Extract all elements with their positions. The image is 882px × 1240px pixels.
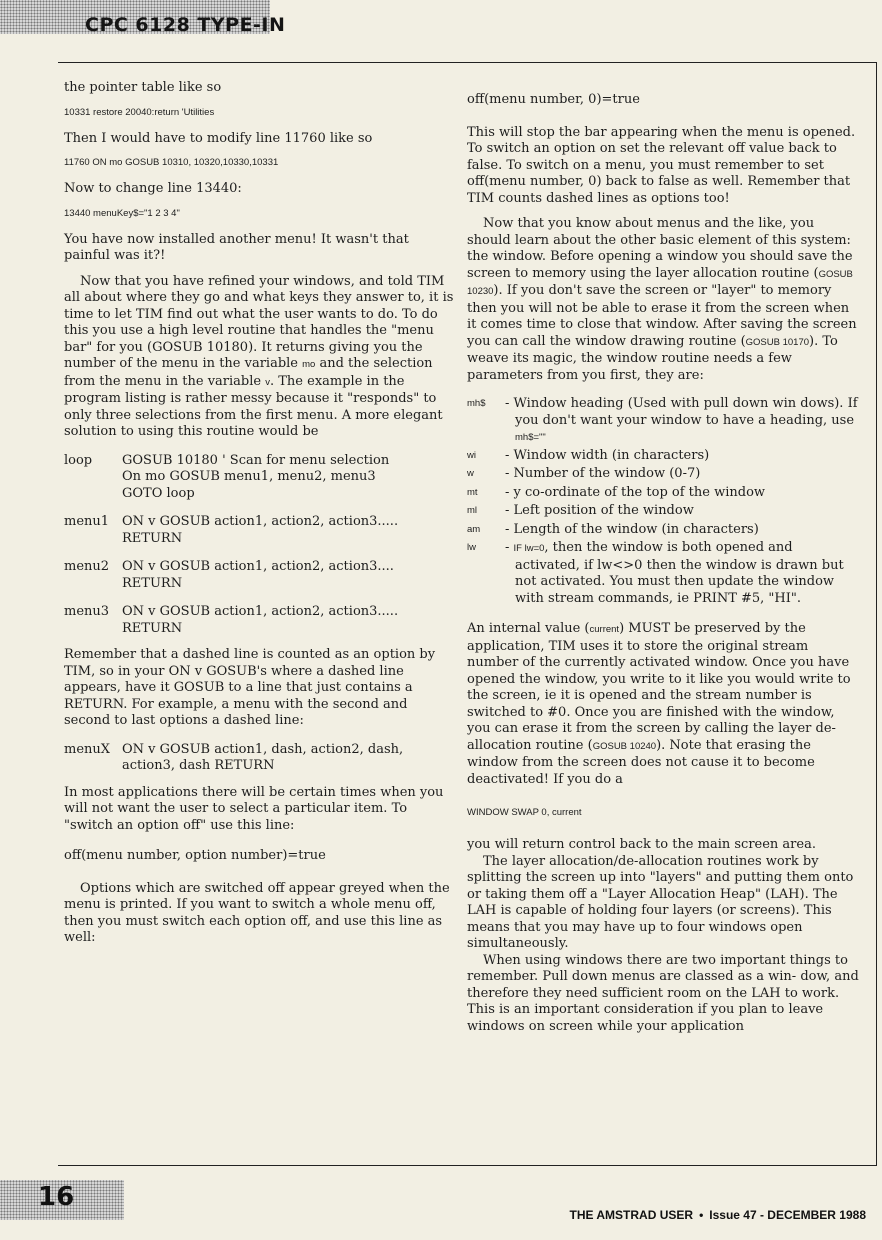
parameter-item (467, 522, 859, 540)
program-row (64, 514, 456, 547)
parameter-name: w (467, 468, 474, 479)
parameter-name: wi (467, 449, 476, 461)
parameter-list (467, 396, 859, 607)
publication-name: THE AMSTRAD USER (569, 1208, 694, 1222)
program-listing (64, 742, 456, 775)
parameter-name: lw (467, 542, 476, 553)
program-line: RETURN (122, 530, 183, 546)
code-line: WINDOW SWAP 0, current (467, 807, 582, 818)
program-line: RETURN (122, 620, 183, 636)
paragraph: the pointer table like so (64, 80, 222, 95)
parameter-item (467, 485, 859, 503)
paragraph: The layer allocation/de-allocation routines work by splitting the screen up into "layers" and putting them onto or taking them off a "Layer Allocation Heap" (LAH). The LAH is capable of holding four layers (or screens). This means that you may have up to four windows open simultaneously. (467, 853, 854, 951)
program-line: ON v GOSUB action1, action2, action3.... (122, 559, 394, 574)
code-variable: current (589, 624, 620, 635)
program-label: menu2 (64, 559, 110, 574)
program-line: ON v GOSUB action1, dash, action2, dash, (122, 741, 404, 757)
code-routine: GOSUB 10240 (592, 740, 657, 752)
program-label: menu3 (64, 604, 110, 619)
parameter-description: - Window heading (Used with pull down win dows). If you don't want your window to have a heading, use mh$="" (505, 396, 858, 443)
code-variable: mo (302, 359, 316, 370)
paragraph: When using windows there are two important things to remember. Pull down menus are classed as a win- dow, and therefore they need sufficient room on the LAH to work. This is an important consideration if you plan to leave windows on screen while your application (467, 952, 859, 1034)
parameter-description: - Number of the window (0-7) (505, 466, 701, 481)
paragraph: Now to change line 13440: (64, 181, 242, 196)
paragraph: An internal value (current) MUST be preserved by the application, TIM uses it to store the original stream number of the currently activated window. Once you have opened the window, you write to it like you would write to the screen, ie it is opened and the stream number is switched to #0. Once you are finished with the window, you can erase it from the screen by calling the layer de-allocation routine (GOSUB 10240). Note that erasing the window from the screen does not cause it to become deactivated! If you do a (467, 621, 851, 787)
right-column (467, 80, 859, 1044)
paragraph: you will return control back to the main screen area. (467, 837, 816, 852)
parameter-item (467, 448, 859, 466)
paragraph: Now that you have refined your windows, and told TIM all about where they go and what keys they answer to, it is time to let TIM find out what the user wants to do. To do this you use a high level routine that handles the "menu bar" for you (GOSUB 10180). It returns giving you the number of the menu in the variable mo and the selection from the menu in the variable v. The example in the program listing is rather messy because it "responds" to only three selections from the first menu. A more elegant solution to using this routine would be (64, 273, 454, 439)
parameter-item (467, 540, 859, 607)
program-line: action3, dash RETURN (122, 758, 275, 773)
parameter-item (467, 466, 859, 484)
issue-info: Issue 47 - DECEMBER 1988 (709, 1208, 866, 1222)
parameter-description: - IF lw=0, then the window is both opened and activated, if lw<>0 then the window is drawn but not activated. You must then update the window with stream commands, ie PRINT #5, "HI". (505, 540, 844, 606)
program-line: GOTO loop (122, 485, 195, 501)
parameter-item (467, 503, 859, 521)
paragraph: Now that you know about menus and the like, you should learn about the other basic element of this system: the window. Before opening a window you should save the screen to memory using the layer allocation routine (GOSUB 10230). If you don't save the screen or "layer" to memory then you will not be able to erase it from the screen when it comes time to close that window. After saving the screen you can call the window drawing routine (GOSUB 10170). To weave its magic, the window routine needs a few parameters from you first, they are: (467, 216, 857, 383)
program-listing (64, 453, 456, 638)
program-line: ON v GOSUB action1, action2, action3..... (122, 604, 399, 619)
parameter-name: mt (467, 486, 478, 498)
section-title: CPC 6128 TYPE-IN (85, 14, 286, 36)
program-label: menuX (64, 741, 111, 757)
program-line: On mo GOSUB menu1, menu2, menu3 (122, 469, 376, 484)
parameter-name: mh$ (467, 398, 486, 409)
paragraph: Then I would have to modify line 11760 like so (64, 130, 373, 146)
paragraph: You have now installed another menu! It wasn't that painful was it?! (64, 231, 409, 263)
code-line: 11760 ON mo GOSUB 10310, 10320,10330,10331 (64, 157, 279, 168)
paragraph: Remember that a dashed line is counted as an option by TIM, so in your ON v GOSUB's where a dashed line appears, have it GOSUB to a line that just contains a RETURN. For example, a menu with the second and second to last options a dashed line: (64, 647, 436, 728)
separator: • (699, 1208, 704, 1222)
page-number: 16 (38, 1182, 75, 1212)
footer-credit (570, 1208, 867, 1222)
code-line: off(menu number, 0)=true (467, 92, 640, 107)
program-line: GOSUB 10180 ' Scan for menu selection (122, 452, 390, 468)
program-row (64, 742, 456, 775)
code-variable: v (265, 376, 270, 388)
paragraph: Options which are switched off appear greyed when the menu is printed. If you want to switch a whole menu off, then you must switch each option off, and use this line as well: (64, 880, 450, 945)
program-row (64, 559, 456, 592)
parameter-description: - y co-ordinate of the top of the window (505, 484, 766, 500)
paragraph: This will stop the bar appearing when the menu is opened. To switch an option on set the relevant off value back to false. To switch on a menu, you must remember to set off(menu number, 0) back to false as well. Remember that TIM counts dashed lines as options too! (467, 124, 856, 206)
code-line: 13440 menuKey$="1 2 3 4" (64, 207, 180, 219)
program-line: ON v GOSUB action1, action2, action3..... (122, 514, 399, 529)
program-label: menu1 (64, 514, 110, 529)
code-line: 10331 restore 20040:return 'Utilities (64, 106, 215, 118)
program-line: RETURN (122, 575, 183, 591)
parameter-item (467, 396, 859, 447)
code-routine: GOSUB 10230 (467, 268, 853, 297)
code-line: off(menu number, option number)=true (64, 848, 326, 863)
left-column (64, 80, 456, 956)
parameter-description: - Length of the window (in characters) (505, 521, 759, 537)
program-row (64, 604, 456, 637)
parameter-name: ml (467, 505, 478, 516)
parameter-name: am (467, 523, 481, 535)
parameter-description: - Window width (in characters) (505, 447, 710, 463)
program-row (64, 453, 456, 503)
paragraph: In most applications there will be certain times when you will not want the user to select a particular item. To "switch an option off" use this line: (64, 784, 444, 833)
program-label: loop (64, 452, 93, 468)
parameter-description: - Left position of the window (505, 503, 694, 518)
code-routine: GOSUB 10170 (745, 336, 810, 348)
